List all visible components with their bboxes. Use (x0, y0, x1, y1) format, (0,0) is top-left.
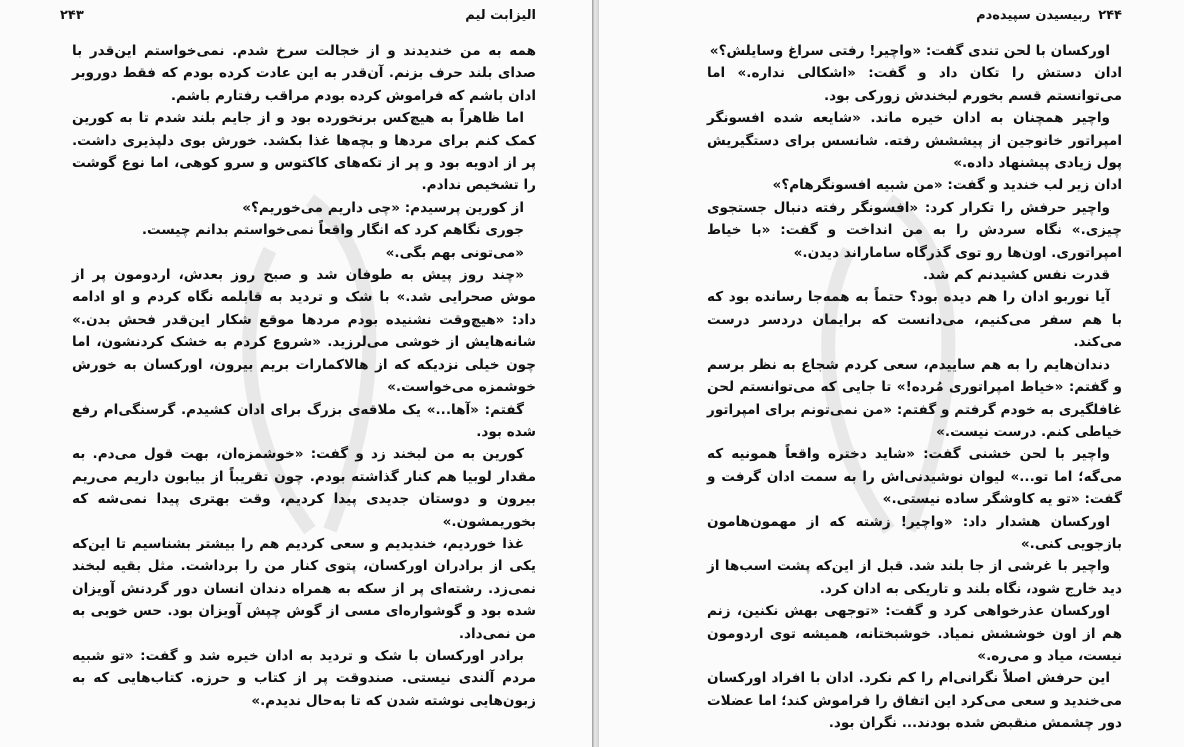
paragraph: اورکسان با لحن تندی گفت: «واچیر! رفتی سراغ وسایلش؟» (709, 43, 1110, 59)
paragraph: گفتم: «آها...» یک ملاقه‌ی بزرگ برای ادان کشیدم. گرسنگی‌ام رفع شده بود. (72, 401, 536, 440)
paragraph: قدرت نفس کشیدنم کم شد. (922, 267, 1110, 284)
paragraph: اما ظاهراً به هیچ‌کس برنخورده بود و از جایم بلند شدم تا به کورین کمک کنم برای مردها و بچه‌ها غذا بکشد. خورش بوی دلپذیری داشت. پر از ادویه بود و پر از تکه‌های کاکتوس و سرو کوهی، اما نوع گوشت را تشخیص ندادم. (72, 110, 536, 194)
paragraph: «چند روز پیش به طوفان شد و صبح روز بعدش، اردومون پر از موش صحرایی شد.» با شک و تردید به قابلمه نگاه کردم و او ادامه داد: «هیچ‌وقت نشنیده بودم مردها موقع شکار این‌قدر فحش بدن.» شانه‌هایش از خوشی می‌لرزید. «شروع کردم به خشک کردنشون، اما چون خیلی نزدیکه که از هالاکمارات بریم بیرون، اورکسان به خورش خوشمزه می‌خواست.» (72, 267, 536, 396)
paragraph: دندان‌هایم را به هم ساییدم، سعی کردم شجاع به نظر برسم و گفتم: «خیاط امپراتوری مُرده!» تا جایی که می‌توانستم لحن غافلگیری به خودم گرفتم و گفتم: «من نمی‌تونم برای امپراتور خیاطی کنم. درست نیست.» (707, 356, 1122, 440)
paragraph: این حرفش اصلاً نگرانی‌ام را کم نکرد. ادان با افراد اورکسان می‌خندید و سعی می‌کرد این اتفاق را فراموش کند؛ اما عضلات دور چشمش منقبض شده بودند... نگران بود. (707, 670, 1122, 732)
left-page-body (72, 40, 536, 712)
paragraph: واچیر با لحن خشنی گفت: «شاید دختره واقعاً همونیه که می‌گه؛ اما تو...» لیوان نوشیدنی‌اش را به سمت ادان گرفت و گفت: «تو یه کاوشگر ساده نیستی.» (707, 446, 1122, 508)
book-gutter (592, 0, 599, 747)
paragraph: همه به من خندیدند و از خجالت سرخ شدم. نمی‌خواستم این‌قدر با صدای بلند حرف بزنم. آن‌قدر به این عادت کرده بودم که فقط دوروبر ادان باشم که فراموش کرده بودم مراقب رفتارم باشم. (72, 43, 536, 104)
paragraph: ادان زیر لب خندید و گفت: «من شبیه افسونگرهام؟» (772, 177, 1122, 194)
left-page-number: ۲۴۳ (60, 8, 84, 23)
right-page (599, 0, 1184, 747)
paragraph: برادر اورکسان با شک و تردید به ادان خیره شد و گفت: «تو شبیه مردم آلندی نیستی. صندوقت پر از کتاب و حرزه. کتاب‌هایی که به زبون‌هایی نوشته شدن که تا به‌حال ندیدم.» (72, 647, 536, 709)
paragraph: ادان دستش را تکان داد و گفت: «اشکالی نداره.» اما می‌توانستم قسم بخورم لبخندش زورکی بود. (707, 65, 1122, 104)
paragraph: غذا خوردیم، خندیدیم و سعی کردیم هم را بیشتر بشناسیم تا این‌که یکی از برادران اورکسان، پتوی کنار من را برداشت. مثل بقیه لبخند نمی‌زد. رشته‌ای پر از سکه به همراه دندان انسان دور گردنش آویزان شده بود و گوشواره‌ای مسی از گوش چپش آویزان بود. حس خوبی به من نمی‌داد. (72, 535, 536, 642)
right-page-body (707, 40, 1122, 735)
paragraph: «می‌تونی بهم بگی.» (385, 244, 524, 261)
left-page-header (60, 8, 536, 23)
paragraph: اورکسان هشدار داد: «واچیر! زشته که از مهمون‌هامون بازجویی کنی.» (707, 513, 1122, 552)
paragraph: واچیر با غرشی از جا بلند شد. قبل از این‌که پشت اسب‌ها از دید خارج شود، نگاه بلند و تاریکی به ادان کرد. (707, 558, 1122, 597)
right-page-running-title: ربیسیدن سپیده‌دم (976, 8, 1091, 23)
paragraph: واچیر همچنان به ادان خیره ماند. «شایعه شده افسونگر امپراتور خانوجین از پیششش رفته. شانسس برای دستگیریش پول زیادی پیشنهاد داده.» (707, 110, 1122, 172)
paragraph: جوری نگاهم کرد که انگار واقعاً نمی‌خواستم بدانم چیست. (141, 222, 524, 239)
paragraph: آیا نوربو ادان را هم دیده بود؟ حتماً به همه‌جا رسانده بود که با هم سفر می‌کنیم، می‌دانست که برایمان دردسر درست می‌کند. (707, 289, 1122, 351)
paragraph: از کورین پرسیدم: «چی داریم می‌خوریم؟» (242, 199, 524, 216)
paragraph: اورکسان عذرخواهی کرد و گفت: «توجهی بهش نکنین، زنم هم از اون خوششش نمیاد. خوشبختانه، همیشه توی اردومون نیست، میاد و می‌ره.» (707, 603, 1122, 664)
paragraph: کورین به من لبخند زد و گفت: «خوشمزه‌ان، بهت قول می‌دم. به مقدار لوبیا هم کنار گذاشته بودم. چون تقریباً از بیابون داریم می‌ریم بیرون و دوستان جدیدی پیدا کردیم، وقت بهتری پیدا نمی‌شه که بخوریمشون.» (72, 446, 536, 530)
right-page-number: ۲۴۴ (1098, 8, 1122, 23)
right-page-header (659, 8, 1122, 23)
paragraph: واچیر حرفش را تکرار کرد: «افسونگر رفته دنبال جستجوی چیزی.» نگاه سردش را به من انداخت و گفت: «با خیاط امپراتوری. اون‌ها رو توی گذرگاه ساماراند دیدن.» (707, 199, 1122, 261)
left-page-running-title: الیزابت لیم (465, 8, 536, 23)
